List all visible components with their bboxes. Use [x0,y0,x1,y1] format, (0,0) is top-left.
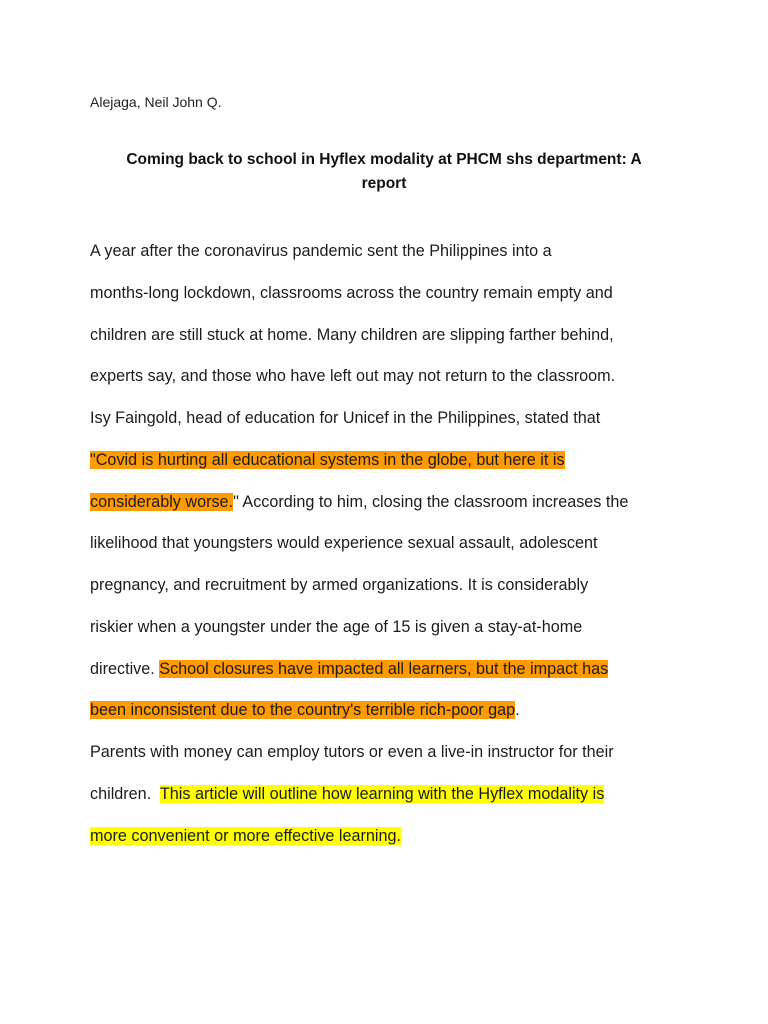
orange-highlighted-text: School closures have impacted all learners, but the impact has [159,659,609,678]
body-line: Isy Faingold, head of education for Unicef in the Philippines, stated that [90,409,601,427]
body-line [90,774,690,816]
report-title [90,148,678,196]
body-text-run: . [515,701,520,720]
body-line: riskier when a youngster under the age of 15 is given a stay-at-home [90,617,583,636]
orange-highlighted-quote: considerably worse. [90,492,234,511]
yellow-highlighted-text: more convenient or more effective learning. [90,826,402,845]
body-text-run: directive. [90,659,160,678]
body-paragraph [90,231,690,857]
body-text-run: " According to him, closing the classroom increases the [233,492,629,511]
body-line [90,482,690,524]
body-line: months-long lockdown, classrooms across the country remain empty and [90,283,613,302]
body-line: children are still stuck at home. Many children are slipping farther behind, [90,325,614,344]
author-name: Alejaga, Neil John Q. [90,94,222,110]
body-line: Parents with money can employ tutors or even a live-in instructor for their [90,743,614,761]
yellow-highlighted-text: This article will outline how learning with the Hyflex modality is [159,784,605,803]
body-line: A year after the coronavirus pandemic sent the Philippines into a [90,242,552,260]
orange-highlighted-quote: "Covid is hurting all educational systems in the globe, but here it is [90,450,565,469]
body-text-run: children. [90,784,160,803]
body-line: pregnancy, and recruitment by armed organizations. It is considerably [90,576,589,594]
title-line-2: report [361,175,407,192]
orange-highlighted-text: been inconsistent due to the country's terrible rich-poor gap [90,701,516,720]
body-line [90,690,690,732]
title-line-1: Coming back to school in Hyflex modality at PHCM shs department: A [126,151,642,168]
body-line: likelihood that youngsters would experience sexual assault, adolescent [90,534,598,553]
body-line [90,649,690,691]
body-line [90,816,690,858]
body-line: experts say, and those who have left out may not return to the classroom. [90,367,616,386]
body-line [90,440,690,482]
